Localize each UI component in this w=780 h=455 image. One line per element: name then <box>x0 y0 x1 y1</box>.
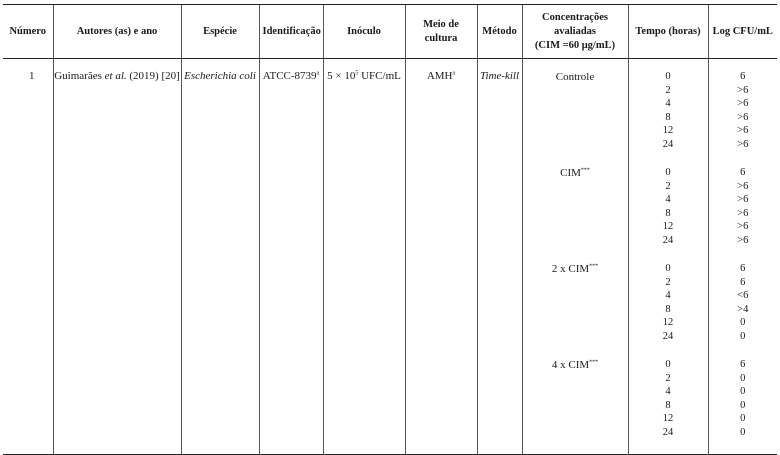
time-value: 12 <box>662 221 674 233</box>
log-value: >6 <box>737 194 749 206</box>
log-group <box>709 358 778 454</box>
log-value: >6 <box>737 180 749 192</box>
time-value: 24 <box>662 138 674 150</box>
time-values <box>629 70 708 454</box>
time-value: 8 <box>665 111 671 123</box>
time-value: 8 <box>665 207 671 219</box>
header-row <box>3 5 777 59</box>
author-name: Guimarães <box>54 70 105 82</box>
log-value: 0 <box>740 372 746 384</box>
cell-meio <box>405 59 477 455</box>
header-meio: Meio de cultura <box>405 5 477 59</box>
time-value: 24 <box>662 330 674 342</box>
log-value: 6 <box>740 71 746 82</box>
log-value: 6 <box>740 276 746 288</box>
log-group <box>709 70 778 166</box>
time-group <box>629 70 708 166</box>
log-value: >6 <box>737 207 749 219</box>
inoculum <box>324 59 405 82</box>
author-citation <box>54 59 181 82</box>
time-value: 12 <box>662 125 674 137</box>
time-value: 4 <box>665 290 671 302</box>
method-name: Time-kill <box>479 70 520 82</box>
concentration-label: 4 x CIM*** <box>551 359 599 371</box>
time-value: 0 <box>665 167 671 178</box>
log-value: 0 <box>740 317 746 329</box>
time-value: 4 <box>665 194 671 206</box>
header-numero: Número <box>3 5 53 59</box>
group-cim <box>523 166 628 262</box>
log-value: >6 <box>737 125 749 137</box>
time-value: 12 <box>662 317 674 329</box>
concentration-label: 2 x CIM*** <box>551 263 599 275</box>
log-group <box>709 166 778 262</box>
concentration-label: Controle <box>555 71 595 83</box>
header-metodo: Método <box>477 5 522 59</box>
log-values <box>709 70 778 454</box>
concentration-label: CIM*** <box>560 167 590 179</box>
log-value: 0 <box>740 413 746 425</box>
time-value: 24 <box>662 234 674 246</box>
medium-name: AMH <box>426 70 453 82</box>
results-table <box>3 4 777 455</box>
time-value: 0 <box>665 359 671 370</box>
log-value: >6 <box>737 221 749 233</box>
strain-footnote: a <box>316 70 320 77</box>
log-value: 0 <box>740 399 746 411</box>
culture-medium <box>406 59 477 82</box>
inoculum-unit: UFC/mL <box>358 70 401 82</box>
time-value: 4 <box>665 386 671 398</box>
time-value: 8 <box>665 303 671 315</box>
cell-log <box>708 59 777 455</box>
header-tempo: Tempo (horas) <box>628 5 708 59</box>
time-value: 2 <box>665 276 671 288</box>
log-value: >6 <box>737 111 749 123</box>
header-identificacao: Identificação <box>259 5 323 59</box>
header-autores: Autores (as) e ano <box>53 5 181 59</box>
header-log: Log CFU/mL <box>708 5 777 59</box>
time-group <box>629 358 708 454</box>
log-value: 6 <box>740 263 746 274</box>
header-inoculo: Inóculo <box>323 5 405 59</box>
inoculum-base: 5 × 10 <box>327 70 356 82</box>
header-especie: Espécie <box>181 5 259 59</box>
group-controle <box>523 70 628 166</box>
header-concentracoes-line2: (CIM =60 μg/mL) <box>534 39 616 51</box>
time-value: 2 <box>665 372 671 384</box>
log-value: 6 <box>740 167 746 178</box>
log-value: <6 <box>737 290 749 302</box>
medium-footnote: a <box>452 70 456 77</box>
time-value: 0 <box>665 71 671 82</box>
cell-numero <box>3 59 53 455</box>
time-value: 4 <box>665 98 671 110</box>
cell-tempo <box>628 59 708 455</box>
log-value: 0 <box>740 426 746 438</box>
log-value: 0 <box>740 386 746 398</box>
concentration-groups <box>523 70 628 454</box>
group-2x-cim <box>523 262 628 358</box>
time-value: 2 <box>665 84 671 96</box>
cell-especie <box>181 59 259 455</box>
log-value: 0 <box>740 330 746 342</box>
time-value: 2 <box>665 180 671 192</box>
time-value: 24 <box>662 426 674 438</box>
strain-code: ATCC-8739 <box>262 70 317 82</box>
cell-concentracoes <box>522 59 628 455</box>
time-group <box>629 166 708 262</box>
species-name: Escherichia coli <box>184 70 256 82</box>
cell-identificacao <box>259 59 323 455</box>
strain-id <box>260 59 323 82</box>
header-concentracoes-line1: Concentrações avaliadas <box>542 11 608 37</box>
group-4x-cim <box>523 358 628 454</box>
row-number: 1 <box>29 70 35 82</box>
log-value: >6 <box>737 98 749 110</box>
cell-autores <box>53 59 181 455</box>
author-year-ref: (2019) [20] <box>126 70 180 82</box>
log-value: 6 <box>740 359 746 370</box>
inoculum-exponent: 5 <box>355 70 359 77</box>
cell-metodo <box>477 59 522 455</box>
cell-inoculo <box>323 59 405 455</box>
log-value: >6 <box>737 138 749 150</box>
log-value: >6 <box>737 234 749 246</box>
time-value: 0 <box>665 263 671 274</box>
author-etal: et al. <box>104 70 127 82</box>
header-concentracoes <box>522 5 628 59</box>
time-group <box>629 262 708 358</box>
time-value: 12 <box>662 413 674 425</box>
log-value: >4 <box>737 303 749 315</box>
time-value: 8 <box>665 399 671 411</box>
log-value: >6 <box>737 84 749 96</box>
table-row <box>3 59 777 455</box>
log-group <box>709 262 778 358</box>
